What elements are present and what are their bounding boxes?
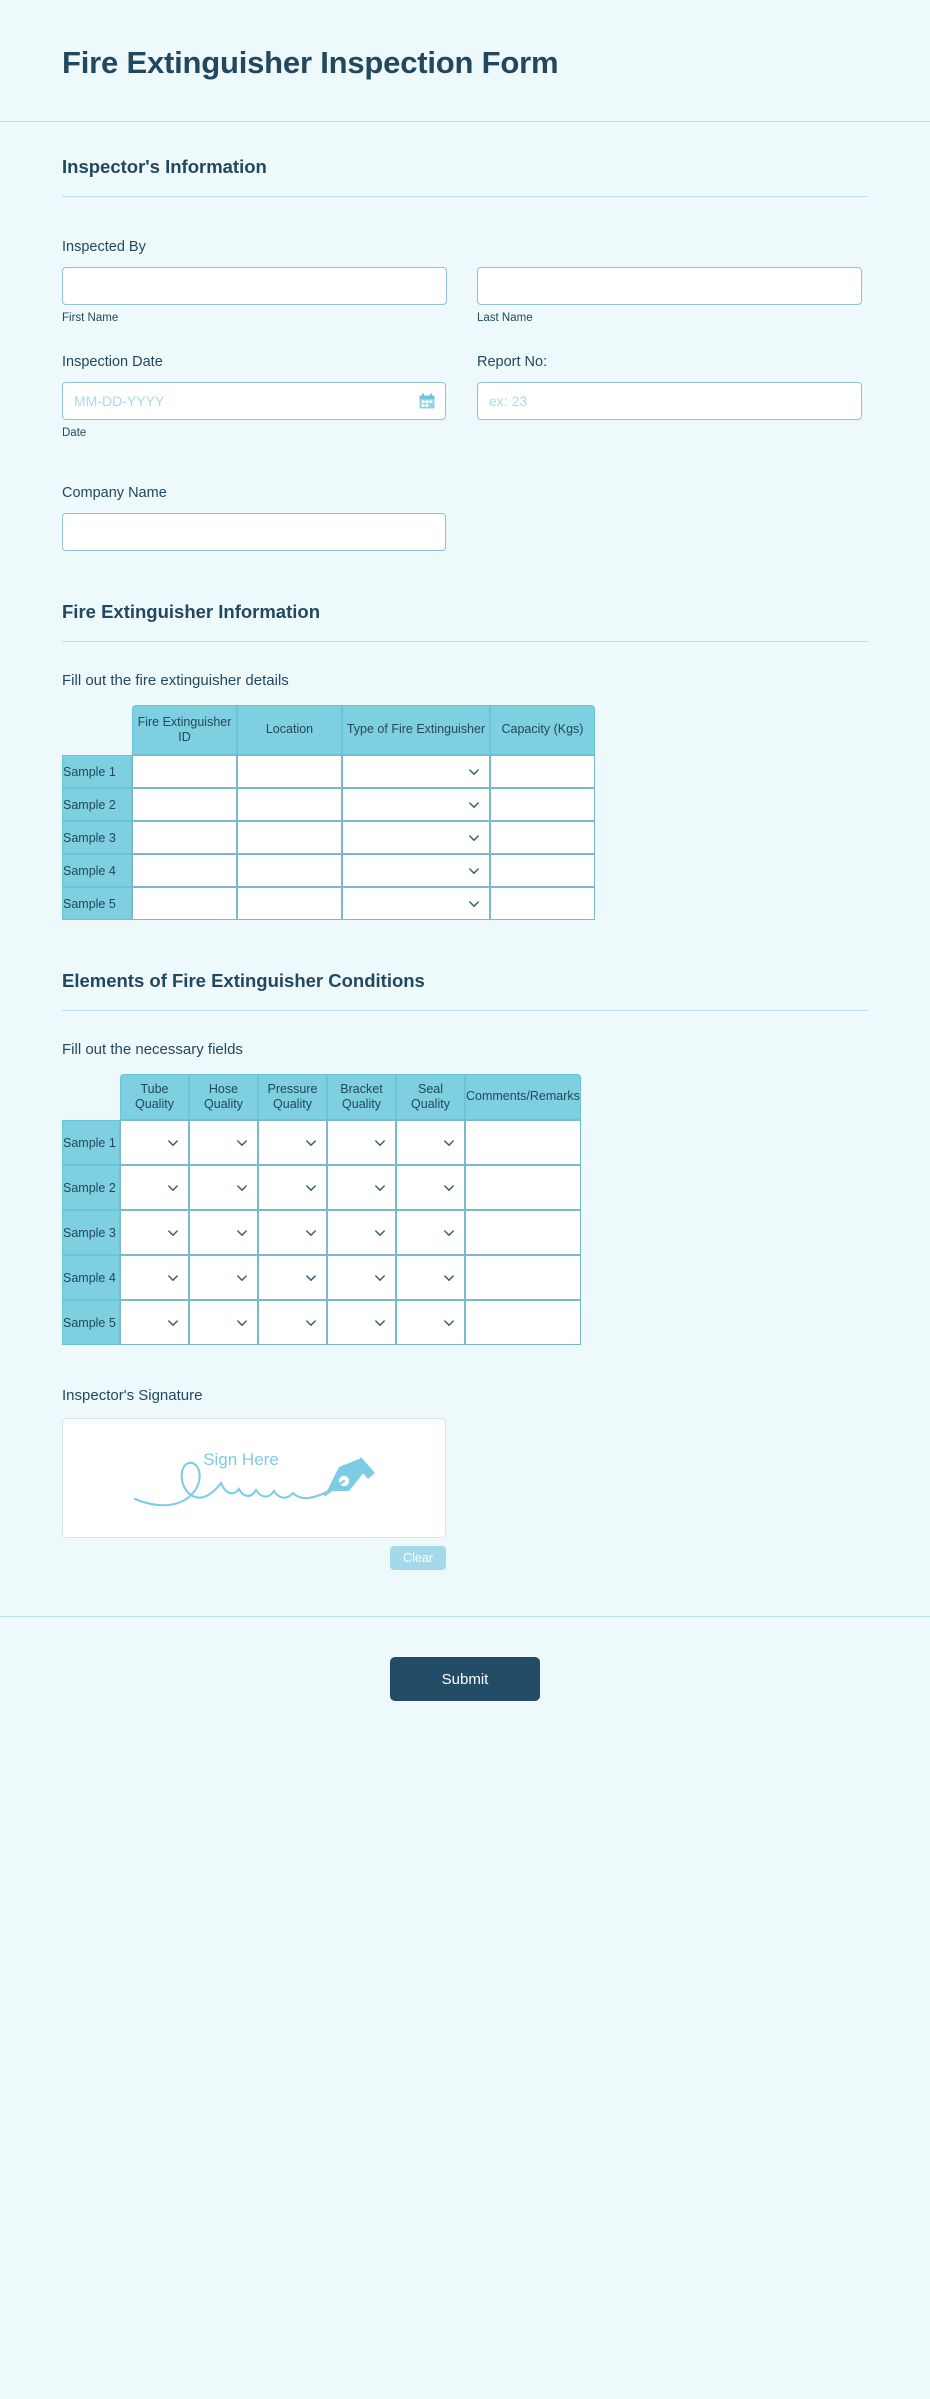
- cell-select[interactable]: [189, 1300, 258, 1345]
- table-row: [62, 1300, 581, 1345]
- chevron-down-icon: [443, 1182, 455, 1194]
- table-row: [62, 821, 595, 854]
- cell-select[interactable]: [342, 854, 490, 887]
- cell-select[interactable]: [189, 1255, 258, 1300]
- cell-select[interactable]: [189, 1210, 258, 1255]
- cell-select[interactable]: [258, 1165, 327, 1210]
- chevron-down-icon: [236, 1227, 248, 1239]
- column-header: Tube Quality: [120, 1074, 189, 1120]
- last-name-group: [477, 267, 862, 324]
- cell-input[interactable]: [465, 1300, 581, 1345]
- cell-select[interactable]: [258, 1300, 327, 1345]
- inspector-heading-wrap: [62, 122, 868, 197]
- signature-label: Inspector's Signature: [62, 1387, 203, 1405]
- sign-here-text: Sign Here: [203, 1450, 279, 1470]
- table-row: [62, 1255, 581, 1300]
- section-divider: [62, 1010, 868, 1011]
- cell-select[interactable]: [120, 1300, 189, 1345]
- fire-extinguisher-table: [62, 705, 595, 920]
- table-corner-cell: [62, 705, 132, 755]
- column-header: Bracket Quality: [327, 1074, 396, 1120]
- row-header: Sample 1: [62, 1120, 120, 1165]
- section-title-inspector: Inspector's Information: [62, 156, 267, 178]
- cell-input[interactable]: [490, 755, 595, 788]
- cell-input[interactable]: [490, 854, 595, 887]
- cell-select[interactable]: [327, 1165, 396, 1210]
- signature-pad[interactable]: [62, 1418, 446, 1538]
- cell-select[interactable]: [327, 1300, 396, 1345]
- extinguisher-heading-wrap: [62, 551, 868, 642]
- table-header-row: [62, 1074, 581, 1120]
- chevron-down-icon: [305, 1182, 317, 1194]
- chevron-down-icon: [468, 799, 480, 811]
- cell-input[interactable]: [132, 887, 237, 920]
- table-row: [62, 854, 595, 887]
- cell-input[interactable]: [132, 755, 237, 788]
- table-row: [62, 788, 595, 821]
- inspection-date-label: Inspection Date: [62, 354, 163, 371]
- clear-signature-button[interactable]: Clear: [390, 1546, 446, 1570]
- chevron-down-icon: [443, 1227, 455, 1239]
- section-title-extinguisher: Fire Extinguisher Information: [62, 601, 320, 623]
- cell-select[interactable]: [120, 1210, 189, 1255]
- cell-input[interactable]: [237, 887, 342, 920]
- chevron-down-icon: [374, 1137, 386, 1149]
- cell-input[interactable]: [465, 1165, 581, 1210]
- cell-select[interactable]: [342, 821, 490, 854]
- column-header: Location: [237, 705, 342, 755]
- row-header: Sample 3: [62, 821, 132, 854]
- row-header: Sample 2: [62, 1165, 120, 1210]
- cell-select[interactable]: [327, 1210, 396, 1255]
- chevron-down-icon: [236, 1317, 248, 1329]
- cell-select[interactable]: [258, 1255, 327, 1300]
- chevron-down-icon: [468, 898, 480, 910]
- report-no-input[interactable]: [477, 382, 862, 420]
- cell-select[interactable]: [120, 1255, 189, 1300]
- table-row: [62, 1210, 581, 1255]
- report-no-label: Report No:: [477, 354, 548, 371]
- column-header: Comments/Remarks: [465, 1074, 581, 1120]
- row-header: Sample 1: [62, 755, 132, 788]
- report-no-group: [477, 354, 862, 439]
- section-divider: [62, 196, 868, 197]
- cell-select[interactable]: [120, 1120, 189, 1165]
- table-header-row: [62, 705, 595, 755]
- chevron-down-icon: [374, 1182, 386, 1194]
- cell-select[interactable]: [342, 887, 490, 920]
- first-name-sublabel: First Name: [62, 312, 119, 325]
- last-name-sublabel: Last Name: [477, 312, 533, 325]
- cell-input[interactable]: [237, 788, 342, 821]
- clear-row: [62, 1546, 446, 1570]
- cell-input[interactable]: [237, 821, 342, 854]
- conditions-heading-wrap: [62, 920, 868, 1011]
- column-header: Type of Fire Extinguisher: [342, 705, 490, 755]
- chevron-down-icon: [374, 1317, 386, 1329]
- cell-select[interactable]: [396, 1210, 465, 1255]
- table-header-row: [62, 1074, 581, 1120]
- cell-input[interactable]: [465, 1255, 581, 1300]
- chevron-down-icon: [468, 865, 480, 877]
- cell-select[interactable]: [396, 1165, 465, 1210]
- cell-select[interactable]: [327, 1255, 396, 1300]
- chevron-down-icon: [236, 1272, 248, 1284]
- cell-input[interactable]: [490, 821, 595, 854]
- column-header: Hose Quality: [189, 1074, 258, 1120]
- row-header: Sample 5: [62, 887, 132, 920]
- signature-section: [0, 1345, 930, 1570]
- chevron-down-icon: [167, 1182, 179, 1194]
- chevron-down-icon: [305, 1317, 317, 1329]
- chevron-down-icon: [167, 1227, 179, 1239]
- inspection-date-group: [62, 354, 447, 439]
- cell-select[interactable]: [189, 1165, 258, 1210]
- row-header: Sample 3: [62, 1210, 120, 1255]
- column-header: Capacity (Kgs): [490, 705, 595, 755]
- sign-here-illustration: [129, 1435, 379, 1521]
- cell-select[interactable]: [258, 1120, 327, 1165]
- chevron-down-icon: [374, 1227, 386, 1239]
- submit-button[interactable]: Submit: [390, 1657, 540, 1701]
- company-name-group: [62, 485, 868, 551]
- conditions-section: [0, 920, 930, 1345]
- last-name-input[interactable]: [477, 267, 862, 305]
- chevron-down-icon: [305, 1227, 317, 1239]
- column-header: Seal Quality: [396, 1074, 465, 1120]
- cell-select[interactable]: [396, 1255, 465, 1300]
- conditions-table-intro: Fill out the necessary fields: [62, 1041, 243, 1059]
- cell-input[interactable]: [490, 887, 595, 920]
- inspected-by-label: Inspected By: [62, 239, 146, 256]
- chevron-down-icon: [443, 1317, 455, 1329]
- company-name-input[interactable]: [62, 513, 446, 551]
- first-name-input[interactable]: [62, 267, 447, 305]
- section-title-conditions: Elements of Fire Extinguisher Conditions: [62, 970, 425, 992]
- name-fields-row: [62, 267, 868, 324]
- cell-select[interactable]: [258, 1210, 327, 1255]
- row-header: Sample 2: [62, 788, 132, 821]
- chevron-down-icon: [468, 766, 480, 778]
- chevron-down-icon: [443, 1137, 455, 1149]
- cell-input[interactable]: [490, 788, 595, 821]
- row-header: Sample 4: [62, 854, 132, 887]
- table-header-row: [62, 705, 595, 755]
- company-name-label: Company Name: [62, 485, 167, 502]
- conditions-table: [62, 1074, 581, 1345]
- table-row: [62, 755, 595, 788]
- table-row: [62, 887, 595, 920]
- row-header: Sample 5: [62, 1300, 120, 1345]
- cell-input[interactable]: [132, 788, 237, 821]
- inspection-date-wrap: [62, 382, 446, 420]
- inspector-information-section: [0, 122, 930, 551]
- cell-select[interactable]: [327, 1120, 396, 1165]
- chevron-down-icon: [305, 1137, 317, 1149]
- table-row: [62, 1120, 581, 1165]
- chevron-down-icon: [167, 1317, 179, 1329]
- cell-input[interactable]: [465, 1120, 581, 1165]
- cell-input[interactable]: [465, 1210, 581, 1255]
- table-corner-cell: [62, 1074, 120, 1120]
- table-body: [62, 1120, 581, 1345]
- cell-select[interactable]: [342, 755, 490, 788]
- inspection-date-sublabel: Date: [62, 427, 87, 440]
- cell-input[interactable]: [237, 854, 342, 887]
- page-title: Fire Extinguisher Inspection Form: [62, 45, 559, 80]
- column-header: Fire Extinguisher ID: [132, 705, 237, 755]
- date-report-row: [62, 354, 868, 439]
- cell-select[interactable]: [189, 1120, 258, 1165]
- form-footer: [0, 1616, 930, 1761]
- chevron-down-icon: [236, 1182, 248, 1194]
- row-header: Sample 4: [62, 1255, 120, 1300]
- section-divider: [62, 641, 868, 642]
- chevron-down-icon: [468, 832, 480, 844]
- chevron-down-icon: [167, 1272, 179, 1284]
- cell-input[interactable]: [237, 755, 342, 788]
- chevron-down-icon: [236, 1137, 248, 1149]
- column-header: Pressure Quality: [258, 1074, 327, 1120]
- chevron-down-icon: [443, 1272, 455, 1284]
- cell-input[interactable]: [132, 854, 237, 887]
- inspection-date-input[interactable]: [62, 382, 446, 420]
- first-name-group: [62, 267, 447, 324]
- cell-select[interactable]: [342, 788, 490, 821]
- fire-extinguisher-information-section: [0, 551, 930, 920]
- chevron-down-icon: [305, 1272, 317, 1284]
- table-row: [62, 1165, 581, 1210]
- chevron-down-icon: [167, 1137, 179, 1149]
- cell-input[interactable]: [132, 821, 237, 854]
- form-header: [0, 0, 930, 122]
- extinguisher-table-intro: Fill out the fire extinguisher details: [62, 672, 289, 690]
- chevron-down-icon: [374, 1272, 386, 1284]
- cell-select[interactable]: [120, 1165, 189, 1210]
- cell-select[interactable]: [396, 1120, 465, 1165]
- cell-select[interactable]: [396, 1300, 465, 1345]
- table-body: [62, 755, 595, 920]
